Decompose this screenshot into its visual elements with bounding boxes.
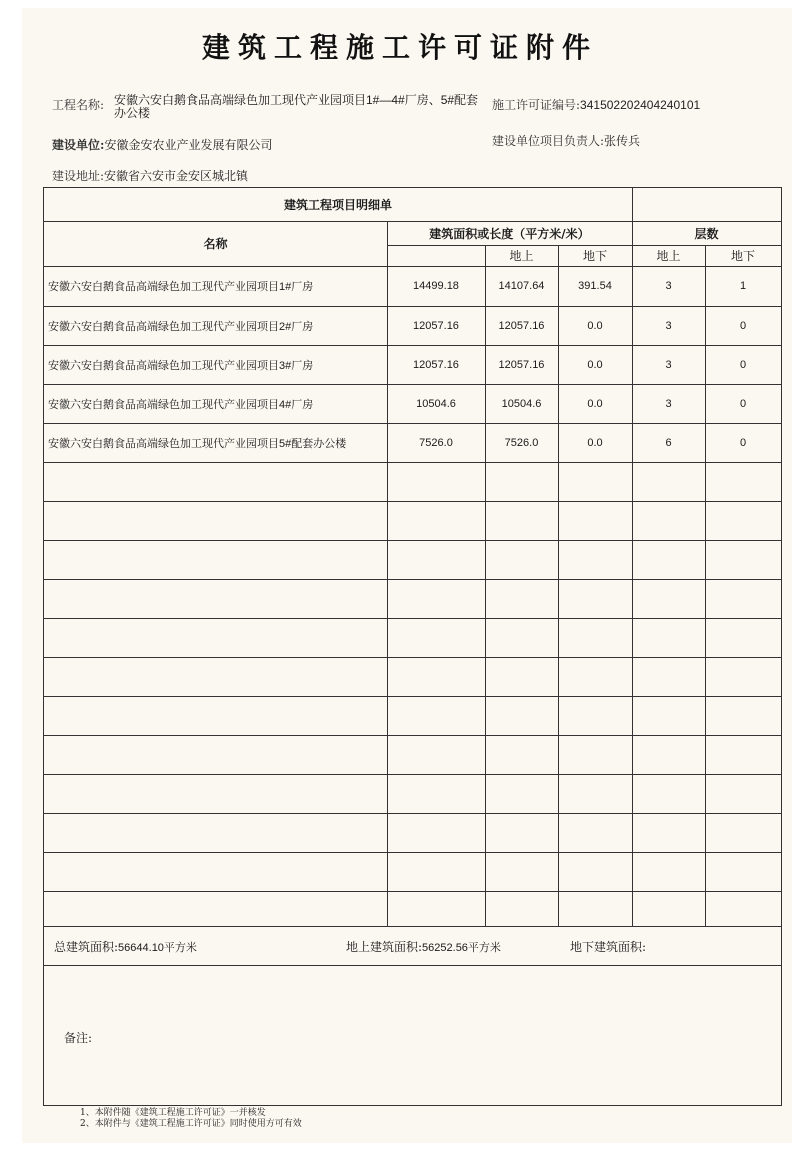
permit-number-label: 施工许可证编号: — [492, 98, 581, 112]
sub-header-below: 地下 — [582, 249, 607, 263]
table-row-below: 0.0 — [587, 397, 603, 410]
col-header-area: 建筑面积或长度（平方米/米） — [429, 226, 590, 241]
table-rule — [44, 774, 781, 775]
table-row-total: 14499.18 — [413, 280, 459, 292]
table-row-floors-below: 0 — [739, 319, 747, 332]
table-row-floors-above: 3 — [665, 319, 672, 332]
table-caption: 建筑工程项目明细单 — [283, 198, 392, 212]
project-name-value: 安徽六安白鹅食品高端绿色加工现代产业园项目1#—4#厂房、5#配套办公楼 — [114, 93, 479, 120]
remarks — [64, 1029, 92, 1046]
sub-header-floor-below: 地下 — [730, 249, 755, 263]
below-area-label: 地下建筑面积: — [570, 940, 647, 954]
sub-header-floor-above: 地上 — [656, 249, 681, 263]
table-rule — [44, 501, 781, 502]
table-row-total: 12057.16 — [413, 319, 459, 332]
table-rule — [44, 735, 781, 736]
builder-value: 安徽金安农业产业发展有限公司 — [104, 138, 273, 152]
table-row-below: 0.0 — [587, 436, 603, 449]
notes — [80, 1108, 302, 1130]
permit-number — [492, 96, 700, 113]
address-value: 安徽省六安市金安区城北镇 — [104, 169, 249, 183]
table-row-floors-below: 0 — [739, 358, 747, 371]
total-area-value: 56644.10平方米 — [118, 942, 197, 954]
table-row-total: 10504.6 — [416, 397, 456, 410]
col-header-floors: 层数 — [694, 226, 719, 241]
sub-header-above: 地上 — [509, 249, 534, 263]
project-name-label: 工程名称: — [52, 98, 105, 112]
table-row-name: 安徽六安白鹅食品高端绿色加工现代产业园项目1#厂房 — [48, 281, 314, 293]
table-row-above: 7526.0 — [504, 436, 539, 449]
above-area — [346, 938, 501, 955]
total-area — [54, 938, 197, 955]
table-rule — [44, 462, 781, 463]
table-rule — [44, 657, 781, 658]
project-name-label-wrap — [52, 96, 104, 113]
project-manager-value: 张传兵 — [604, 134, 641, 148]
table-row-below: 391.54 — [578, 280, 612, 292]
address-label: 建设地址: — [52, 169, 105, 183]
remarks-label: 备注: — [64, 1031, 93, 1045]
table-row-floors-above: 3 — [665, 280, 672, 292]
table-rule — [44, 965, 781, 966]
table-row-total: 12057.16 — [413, 358, 459, 371]
table-rule — [44, 579, 781, 580]
below-area — [570, 938, 646, 955]
col-header-name: 名称 — [203, 237, 228, 251]
table-row-floors-above: 3 — [665, 358, 672, 371]
total-area-label: 总建筑面积: — [54, 940, 119, 954]
table-row-floors-above: 3 — [665, 397, 672, 410]
table-row-above: 12057.16 — [498, 358, 545, 371]
table-row-name: 安徽六安白鹅食品高端绿色加工现代产业园项目2#厂房 — [48, 320, 314, 333]
table-rule — [44, 618, 781, 619]
detail-table — [43, 187, 782, 1106]
note-line: 1、本附件随《建筑工程施工许可证》一并核发 — [80, 1108, 266, 1118]
table-row-total: 7526.0 — [419, 436, 453, 449]
table-row-below: 0.0 — [587, 358, 603, 371]
document-title: 建筑工程施工许可证附件 — [201, 31, 598, 64]
project-manager — [492, 132, 640, 149]
table-row-floors-below: 0 — [739, 397, 747, 410]
table-row-floors-above: 6 — [665, 436, 672, 449]
table-rule — [44, 891, 781, 892]
table-row-floors-below: 1 — [739, 280, 747, 292]
table-row-above: 12057.16 — [498, 319, 545, 332]
permit-number-value: 341502202404240101 — [580, 98, 701, 112]
table-row-name: 安徽六安白鹅食品高端绿色加工现代产业园项目5#配套办公楼 — [48, 437, 347, 450]
table-rule — [44, 696, 781, 697]
above-area-value: 56252.56平方米 — [422, 942, 501, 954]
builder-label: 建设单位: — [52, 138, 105, 152]
table-row-floors-below: 0 — [739, 436, 747, 449]
builder — [52, 136, 272, 153]
above-area-label: 地上建筑面积: — [346, 940, 423, 954]
table-rule — [44, 852, 781, 853]
table-rule — [44, 926, 781, 927]
table-row-name: 安徽六安白鹅食品高端绿色加工现代产业园项目3#厂房 — [48, 359, 314, 372]
table-row-below: 0.0 — [587, 319, 603, 332]
table-rule — [44, 540, 781, 541]
project-manager-label: 建设单位项目负责人: — [492, 134, 605, 148]
table-rule — [632, 188, 633, 221]
address — [52, 167, 248, 184]
table-rule — [44, 813, 781, 814]
table-row-name: 安徽六安白鹅食品高端绿色加工现代产业园项目4#厂房 — [48, 398, 314, 411]
table-row-above: 10504.6 — [501, 397, 542, 410]
note-line: 2、本附件与《建筑工程施工许可证》同时使用方可有效 — [80, 1119, 302, 1129]
table-row-above: 14107.64 — [498, 280, 545, 292]
